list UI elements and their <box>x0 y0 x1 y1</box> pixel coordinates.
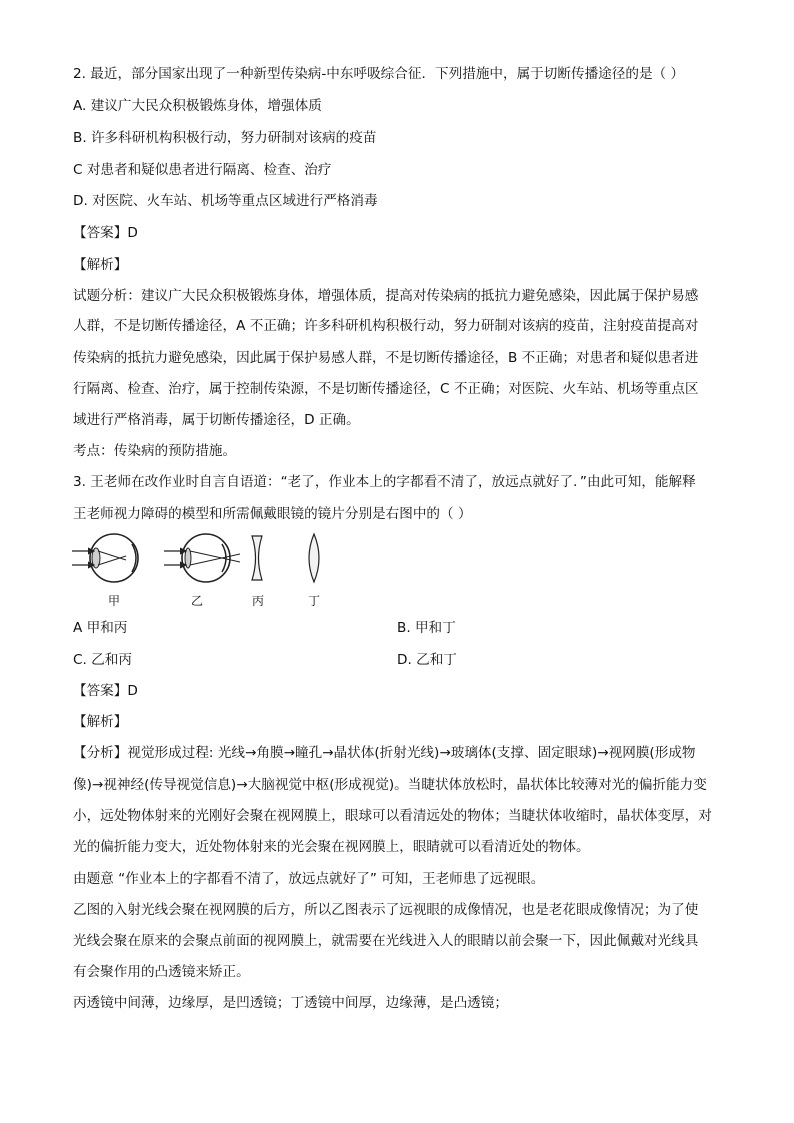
q2-stem: 2. 最近，部分国家出现了一种新型传染病-中东呼吸综合征．下列措施中，属于切断传播途径的是（ ） <box>73 66 685 82</box>
eye-lens-figure <box>70 530 340 612</box>
q3-analysis-line-7: 光线会聚在原来的会聚点前面的视网膜上，就需要在光线进入人的眼睛以前会聚一下，因此佩戴对光线具 <box>73 933 699 949</box>
q3-answer: 【答案】D <box>73 683 138 699</box>
figure-label-jia: 甲 <box>108 594 121 608</box>
q3-analysis-line-5: 由题意 “作业本上的字都看不清了，放远点就好了” 可知，王老师患了远视眼。 <box>73 871 545 887</box>
q2-analysis-line-4: 行隔离、检查、治疗，属于控制传染源，不是切断传播途径，C 不正确；对医院、火车站、机场等重点区 <box>73 381 699 397</box>
q3-analysis-line-2: 像)→视神经(传导视觉信息)→大脑视觉中枢(形成视觉)。当睫状体放松时，晶状体比较薄对光的偏折能力变 <box>73 777 707 793</box>
q2-option-b: B. 许多科研机构积极行动，努力研制对该病的疫苗 <box>73 130 377 146</box>
q3-analysis-line-9: 丙透镜中间薄，边缘厚，是凹透镜；丁透镜中间厚，边缘薄，是凸透镜； <box>73 995 508 1011</box>
q3-analysis-line-8: 有会聚作用的凸透镜来矫正。 <box>73 964 250 980</box>
q3-option-b: B. 甲和丁 <box>397 620 456 636</box>
q3-option-a: A 甲和丙 <box>73 620 128 636</box>
figure-label-bing: 丙 <box>252 594 265 608</box>
q2-answer: 【答案】D <box>73 225 138 241</box>
concave-lens-bing <box>252 536 262 580</box>
q2-analysis-line-2: 人群，不是切断传播途径，A 不正确；许多科研机构积极行动，努力研制对该病的疫苗，注射疫苗提高对 <box>73 318 699 334</box>
q2-kaodian: 考点：传染病的预防措施。 <box>73 443 237 459</box>
q2-analysis-line-1: 试题分析：建议广大民众积极锻炼身体，增强体质，提高对传染病的抵抗力避免感染，因此属于保护易感 <box>73 288 699 304</box>
q2-analysis-label: 【解析】 <box>73 257 128 273</box>
figure-label-yi: 乙 <box>191 594 204 608</box>
q2-analysis-line-3: 传染病的抵抗力避免感染，因此属于保护易感人群，不是切断传播途径，B 不正确；对患者和疑似患者进 <box>73 350 699 366</box>
figure-label-ding: 丁 <box>308 594 321 608</box>
q3-option-c: C. 乙和丙 <box>73 652 132 668</box>
q3-analysis-line-6: 乙图的入射光线会聚在视网膜的后方，所以乙图表示了远视眼的成像情况，也是老花眼成像情况；为了使 <box>73 902 699 918</box>
q3-stem-line-1: 3. 王老师在改作业时自言自语道：“老了，作业本上的字都看不清了，放远点就好了．”由此可知，能解释 <box>73 474 696 490</box>
q3-analysis-label: 【解析】 <box>73 714 128 730</box>
q3-stem-line-2: 王老师视力障碍的模型和所需佩戴眼镜的镜片分别是右图中的（ ） <box>73 506 472 522</box>
eye-model-yi <box>164 534 240 582</box>
q3-analysis-line-1: 【分析】视觉形成过程: 光线→角膜→瞳孔→晶状体(折射光线)→玻璃体(支撑、固定眼球)→视网膜(形成物 <box>73 745 696 761</box>
q3-analysis-line-4: 光的偏折能力变大，近处物体射来的光会聚在视网膜上，眼睛就可以看清近处的物体。 <box>73 839 590 855</box>
eye-lens-diagram <box>70 530 340 586</box>
q2-option-c: C 对患者和疑似患者进行隔离、检查、治疗 <box>73 162 332 178</box>
eye-model-jia <box>72 534 138 582</box>
q2-option-d: D. 对医院、火车站、机场等重点区域进行严格消毒 <box>73 193 378 209</box>
q3-analysis-line-3: 小，远处物体射来的光刚好会聚在视网膜上，眼球可以看清远处的物体；当睫状体收缩时，晶状体变厚，对 <box>73 808 712 824</box>
q2-analysis-line-5: 域进行严格消毒，属于切断传播途径，D 正确。 <box>73 412 360 428</box>
q3-option-d: D. 乙和丁 <box>397 652 457 668</box>
convex-lens-ding <box>309 534 319 582</box>
q2-option-a: A. 建议广大民众积极锻炼身体，增强体质 <box>73 98 322 114</box>
